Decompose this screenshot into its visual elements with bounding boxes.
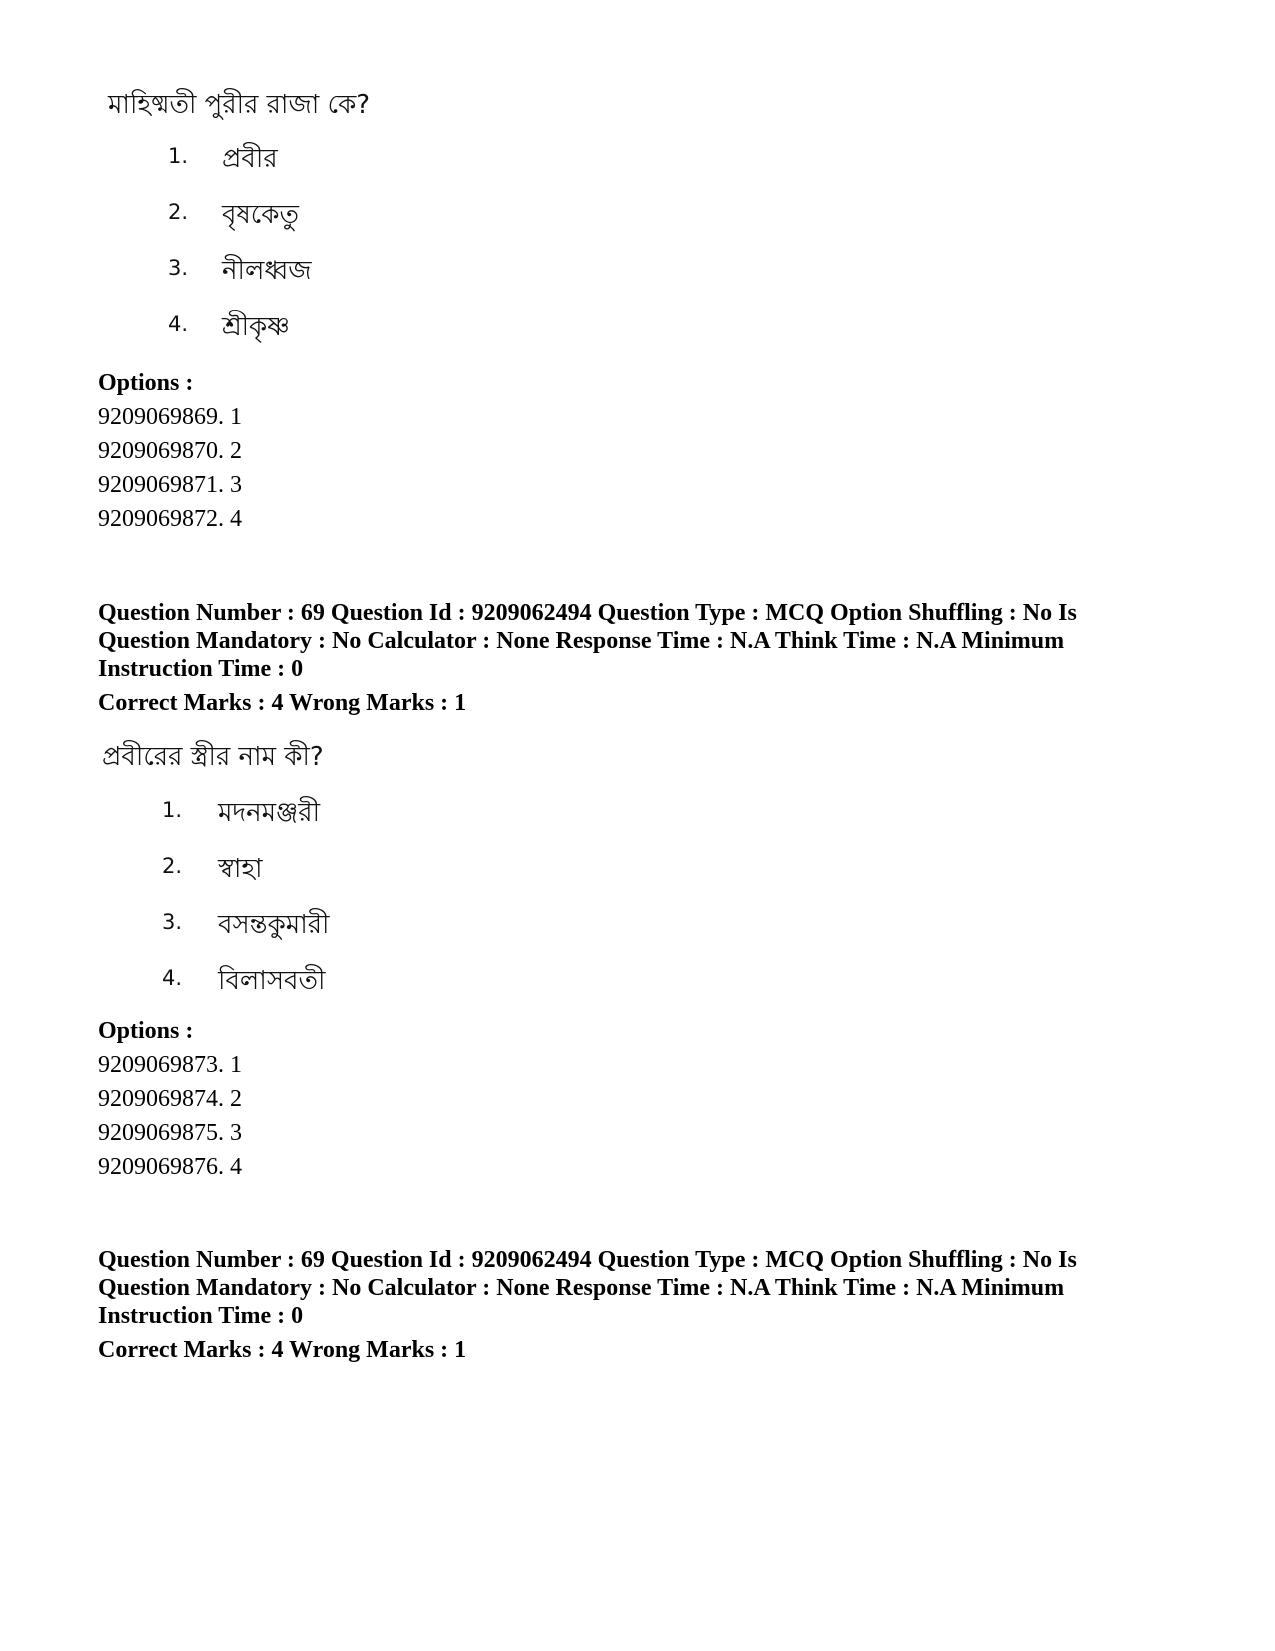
option-row: 9209069872. 4 [98, 506, 242, 532]
options-list-1 [98, 366, 242, 536]
choice-number: 4. [162, 966, 183, 990]
choice-text: নীলধ্বজ [222, 256, 312, 286]
option-row: 9209069876. 4 [98, 1154, 242, 1180]
choice-number: 2. [168, 200, 189, 224]
options-label: Options : [98, 370, 194, 396]
meta-line: Question Number : 69 Question Id : 9209062494 Question Type : MCQ Option Shuffling : No Is [98, 1247, 1077, 1273]
choice-text: বিলাসবতী [218, 966, 326, 996]
question-text: প্রবীরের স্ত্রীর নাম কী? [102, 742, 324, 772]
question-image-2 [94, 730, 404, 1010]
options-label: Options : [98, 1018, 194, 1044]
choice-number: 3. [162, 910, 183, 934]
meta-line: Question Mandatory : No Calculator : None Response Time : N.A Think Time : N.A Minimum [98, 1275, 1065, 1301]
choice-number: 4. [168, 312, 189, 336]
meta-line: Instruction Time : 0 [98, 656, 304, 682]
options-list-2 [98, 1014, 242, 1184]
choice-number: 3. [168, 256, 189, 280]
choice-text: শ্রীকৃষ্ণ [222, 312, 290, 342]
choice-text: বসন্তকুমারী [218, 910, 330, 940]
choice-number: 2. [162, 854, 183, 878]
marks-line-1: Correct Marks : 4 Wrong Marks : 1 [98, 690, 467, 716]
option-row: 9209069870. 2 [98, 438, 242, 464]
choice-number: 1. [168, 144, 189, 168]
question-text: মাহিষ্মতী পুরীর রাজা কে? [108, 90, 371, 120]
option-row: 9209069873. 1 [98, 1052, 242, 1078]
choice-text: বৃষকেতু [222, 200, 299, 230]
option-row: 9209069874. 2 [98, 1086, 242, 1112]
question-meta-2 [98, 1246, 1198, 1330]
choice-number: 1. [162, 798, 183, 822]
choice-text: মদনমঞ্জরী [218, 798, 321, 828]
choice-text: স্বাহা [218, 854, 263, 884]
meta-line: Question Number : 69 Question Id : 9209062494 Question Type : MCQ Option Shuffling : No Is [98, 600, 1077, 626]
choice-text: প্রবীর [222, 144, 278, 174]
option-row: 9209069875. 3 [98, 1120, 242, 1146]
question-image-1 [100, 80, 400, 360]
meta-line: Instruction Time : 0 [98, 1303, 304, 1329]
option-row: 9209069871. 3 [98, 472, 242, 498]
question-meta-1 [98, 599, 1198, 683]
option-row: 9209069869. 1 [98, 404, 242, 430]
meta-line: Question Mandatory : No Calculator : None Response Time : N.A Think Time : N.A Minimum [98, 628, 1065, 654]
marks-line-2: Correct Marks : 4 Wrong Marks : 1 [98, 1337, 467, 1363]
